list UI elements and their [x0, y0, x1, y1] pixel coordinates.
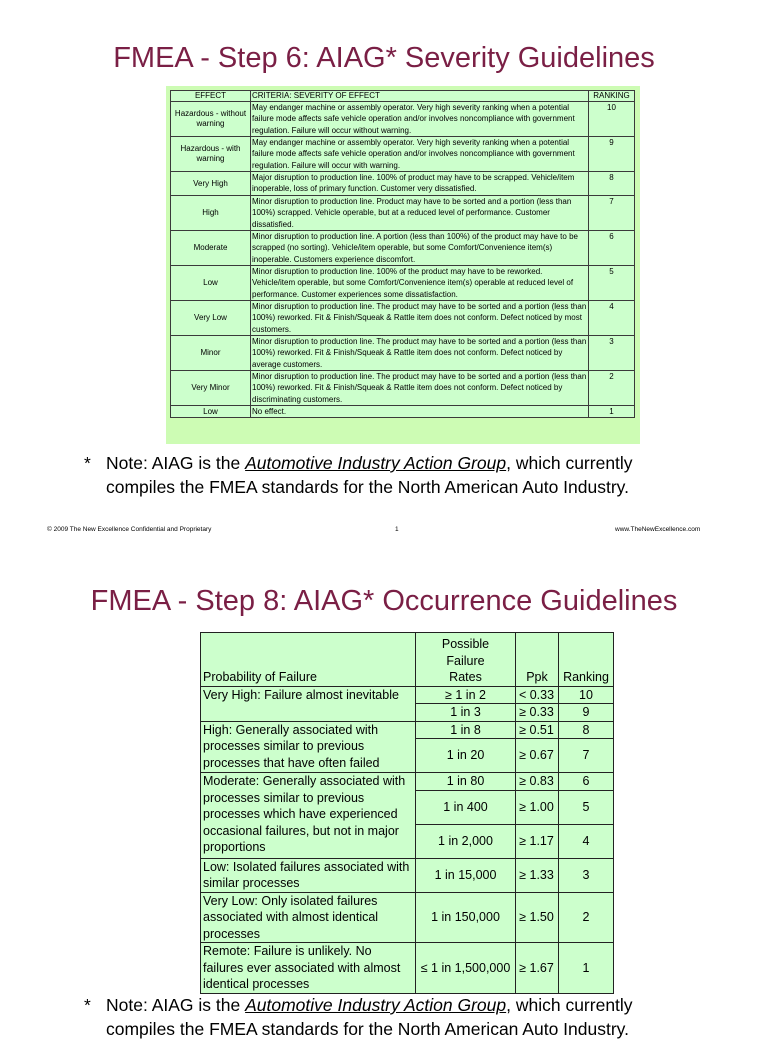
severity-row	[171, 266, 635, 301]
criteria-cell: May endanger machine or assembly operator. Very high severity ranking when a potential failure mode affects safe vehicle operation and/or involves noncompliance with government regulation. Failure will occur without warning.	[251, 102, 589, 137]
severity-row	[171, 231, 635, 266]
ppk-cell: ≥ 1.00	[516, 790, 559, 824]
probability-cell: Low: Isolated failures associated with similar processes	[201, 858, 416, 892]
ranking-cell: 8	[559, 721, 614, 739]
severity-row	[171, 371, 635, 406]
ranking-cell: 4	[589, 301, 635, 336]
effect-cell: Minor	[171, 336, 251, 371]
slide1-title: FMEA - Step 6: AIAG* Severity Guidelines	[113, 42, 655, 74]
occurrence-header-row	[201, 633, 614, 687]
note-asterisk: *	[84, 453, 91, 473]
effect-cell: High	[171, 196, 251, 231]
effect-cell: Hazardous - without warning	[171, 102, 251, 137]
probability-cell: Remote: Failure is unlikely. No failures ever associated with almost identical processes	[201, 943, 416, 994]
failure-rate-cell: 1 in 400	[416, 790, 516, 824]
ranking-cell: 2	[559, 892, 614, 943]
note-line2: compiles the FMEA standards for the North American Auto Industry.	[106, 477, 629, 497]
note-suffix: , which currently	[506, 453, 633, 473]
effect-cell: Moderate	[171, 231, 251, 266]
ppk-cell: ≥ 1.67	[516, 943, 559, 994]
ppk-cell: ≥ 1.17	[516, 824, 559, 858]
effect-header: EFFECT	[171, 91, 251, 102]
criteria-cell: Major disruption to production line. 100% of product may have to be scrapped. Vehicle/item inoperable, loss of primary function. Customer very dissatisfied.	[251, 172, 589, 196]
ranking-cell: 6	[589, 231, 635, 266]
footer-page-number: 1	[395, 526, 399, 533]
severity-row	[171, 336, 635, 371]
criteria-cell: Minor disruption to production line. A portion (less than 100%) of the product may have to be scrapped (no sorting). Vehicle/item operable, but some Comfort/Convenience item(s) inoperable. Customers experience discomfort.	[251, 231, 589, 266]
ppk-header: Ppk	[516, 633, 559, 687]
ranking-header: Ranking	[559, 633, 614, 687]
failure-rate-cell: 1 in 3	[416, 704, 516, 722]
aiag-link[interactable]: Automotive Industry Action Group	[245, 453, 507, 473]
occurrence-row	[201, 773, 614, 791]
failure-rate-cell: 1 in 8	[416, 721, 516, 739]
ranking-cell: 6	[559, 773, 614, 791]
ranking-cell: 5	[589, 266, 635, 301]
effect-cell: Low	[171, 406, 251, 418]
slide2-note	[84, 993, 744, 1041]
occurrence-row	[201, 721, 614, 739]
ranking-cell: 8	[589, 172, 635, 196]
effect-cell: Very High	[171, 172, 251, 196]
severity-row	[171, 172, 635, 196]
note-asterisk: *	[84, 995, 91, 1015]
note-suffix: , which currently	[506, 995, 633, 1015]
severity-header-row	[171, 91, 635, 102]
criteria-header: CRITERIA: SEVERITY OF EFFECT	[251, 91, 589, 102]
failure-rate-cell: 1 in 20	[416, 739, 516, 773]
failure-rate-cell: ≤ 1 in 1,500,000	[416, 943, 516, 994]
severity-row	[171, 196, 635, 231]
footer-copyright: © 2009 The New Excellence Confidential and Proprietary	[47, 526, 212, 533]
rates-header: Possible Failure Rates	[416, 633, 516, 687]
footer-website: www.TheNewExcellence.com	[615, 526, 701, 533]
ranking-cell: 10	[559, 686, 614, 704]
ranking-cell: 10	[589, 102, 635, 137]
ranking-cell: 9	[559, 704, 614, 722]
criteria-cell: Minor disruption to production line. 100% of the product may have to be reworked. Vehicle/item operable, but some Comfort/Convenience item(s) operable at reduced level of performance. Customer experiences some dissatisfaction.	[251, 266, 589, 301]
severity-row	[171, 406, 635, 418]
probability-header: Probability of Failure	[201, 633, 416, 687]
effect-cell: Hazardous - with warning	[171, 137, 251, 172]
effect-cell: Low	[171, 266, 251, 301]
ranking-header: RANKING	[589, 91, 635, 102]
ppk-cell: ≥ 0.33	[516, 704, 559, 722]
criteria-cell: Minor disruption to production line. The product may have to be sorted and a portion (less than 100%) reworked. Fit & Finish/Squeak & Rattle item does not conform. Defect noticed by most customers.	[251, 301, 589, 336]
effect-cell: Very Low	[171, 301, 251, 336]
severity-table	[170, 90, 635, 418]
failure-rate-cell: 1 in 80	[416, 773, 516, 791]
ppk-cell: ≥ 0.51	[516, 721, 559, 739]
failure-rate-cell: 1 in 150,000	[416, 892, 516, 943]
note-prefix: Note: AIAG is the	[106, 995, 246, 1015]
ranking-cell: 9	[589, 137, 635, 172]
occurrence-row	[201, 892, 614, 943]
ranking-cell: 2	[589, 371, 635, 406]
probability-cell: Very High: Failure almost inevitable	[201, 686, 416, 721]
occurrence-table	[200, 632, 614, 994]
ranking-cell: 3	[559, 858, 614, 892]
criteria-cell: Minor disruption to production line. Product may have to be sorted and a portion (less than 100%) scrapped. Vehicle operable, but at a reduced level of performance. Customer dissatisfied.	[251, 196, 589, 231]
note-prefix: Note: AIAG is the	[106, 453, 246, 473]
criteria-cell: Minor disruption to production line. The product may have to be sorted and a portion (less than 100%) reworked. Fit & Finish/Squeak & Rattle item does not conform. Defect noticed by discriminating customers.	[251, 371, 589, 406]
ranking-cell: 1	[589, 406, 635, 418]
severity-table-panel	[166, 86, 640, 444]
ppk-cell: ≥ 1.33	[516, 858, 559, 892]
ppk-cell: ≥ 0.67	[516, 739, 559, 773]
ranking-cell: 1	[559, 943, 614, 994]
criteria-cell: May endanger machine or assembly operator. Very high severity ranking when a potential failure mode affects safe vehicle operation and/or involves noncompliance with government regulation. Failure will occur with warning.	[251, 137, 589, 172]
note-line2: compiles the FMEA standards for the North American Auto Industry.	[106, 1019, 629, 1039]
failure-rate-cell: ≥ 1 in 2	[416, 686, 516, 704]
probability-cell: Moderate: Generally associated with processes similar to previous processes which have experienced occasional failures, but not in major proportions	[201, 773, 416, 859]
failure-rate-cell: 1 in 15,000	[416, 858, 516, 892]
ranking-cell: 3	[589, 336, 635, 371]
ranking-cell: 5	[559, 790, 614, 824]
occurrence-row	[201, 686, 614, 704]
occurrence-row	[201, 858, 614, 892]
criteria-cell: No effect.	[251, 406, 589, 418]
aiag-link[interactable]: Automotive Industry Action Group	[245, 995, 507, 1015]
probability-cell: High: Generally associated with processes similar to previous processes that have often failed	[201, 721, 416, 773]
severity-row	[171, 137, 635, 172]
severity-row	[171, 102, 635, 137]
ppk-cell: ≥ 1.50	[516, 892, 559, 943]
effect-cell: Very Minor	[171, 371, 251, 406]
failure-rate-cell: 1 in 2,000	[416, 824, 516, 858]
slide2-title: FMEA - Step 8: AIAG* Occurrence Guidelines	[90, 585, 678, 617]
ppk-cell: ≥ 0.83	[516, 773, 559, 791]
ranking-cell: 7	[559, 739, 614, 773]
probability-cell: Very Low: Only isolated failures associated with almost identical processes	[201, 892, 416, 943]
ppk-cell: < 0.33	[516, 686, 559, 704]
occurrence-row	[201, 943, 614, 994]
ranking-cell: 4	[559, 824, 614, 858]
severity-row	[171, 301, 635, 336]
criteria-cell: Minor disruption to production line. The product may have to be sorted and a portion (less than 100%) reworked. Fit & Finish/Squeak & Rattle item does not conform. Defect noticed by average customers.	[251, 336, 589, 371]
slide1-note	[84, 451, 744, 499]
ranking-cell: 7	[589, 196, 635, 231]
